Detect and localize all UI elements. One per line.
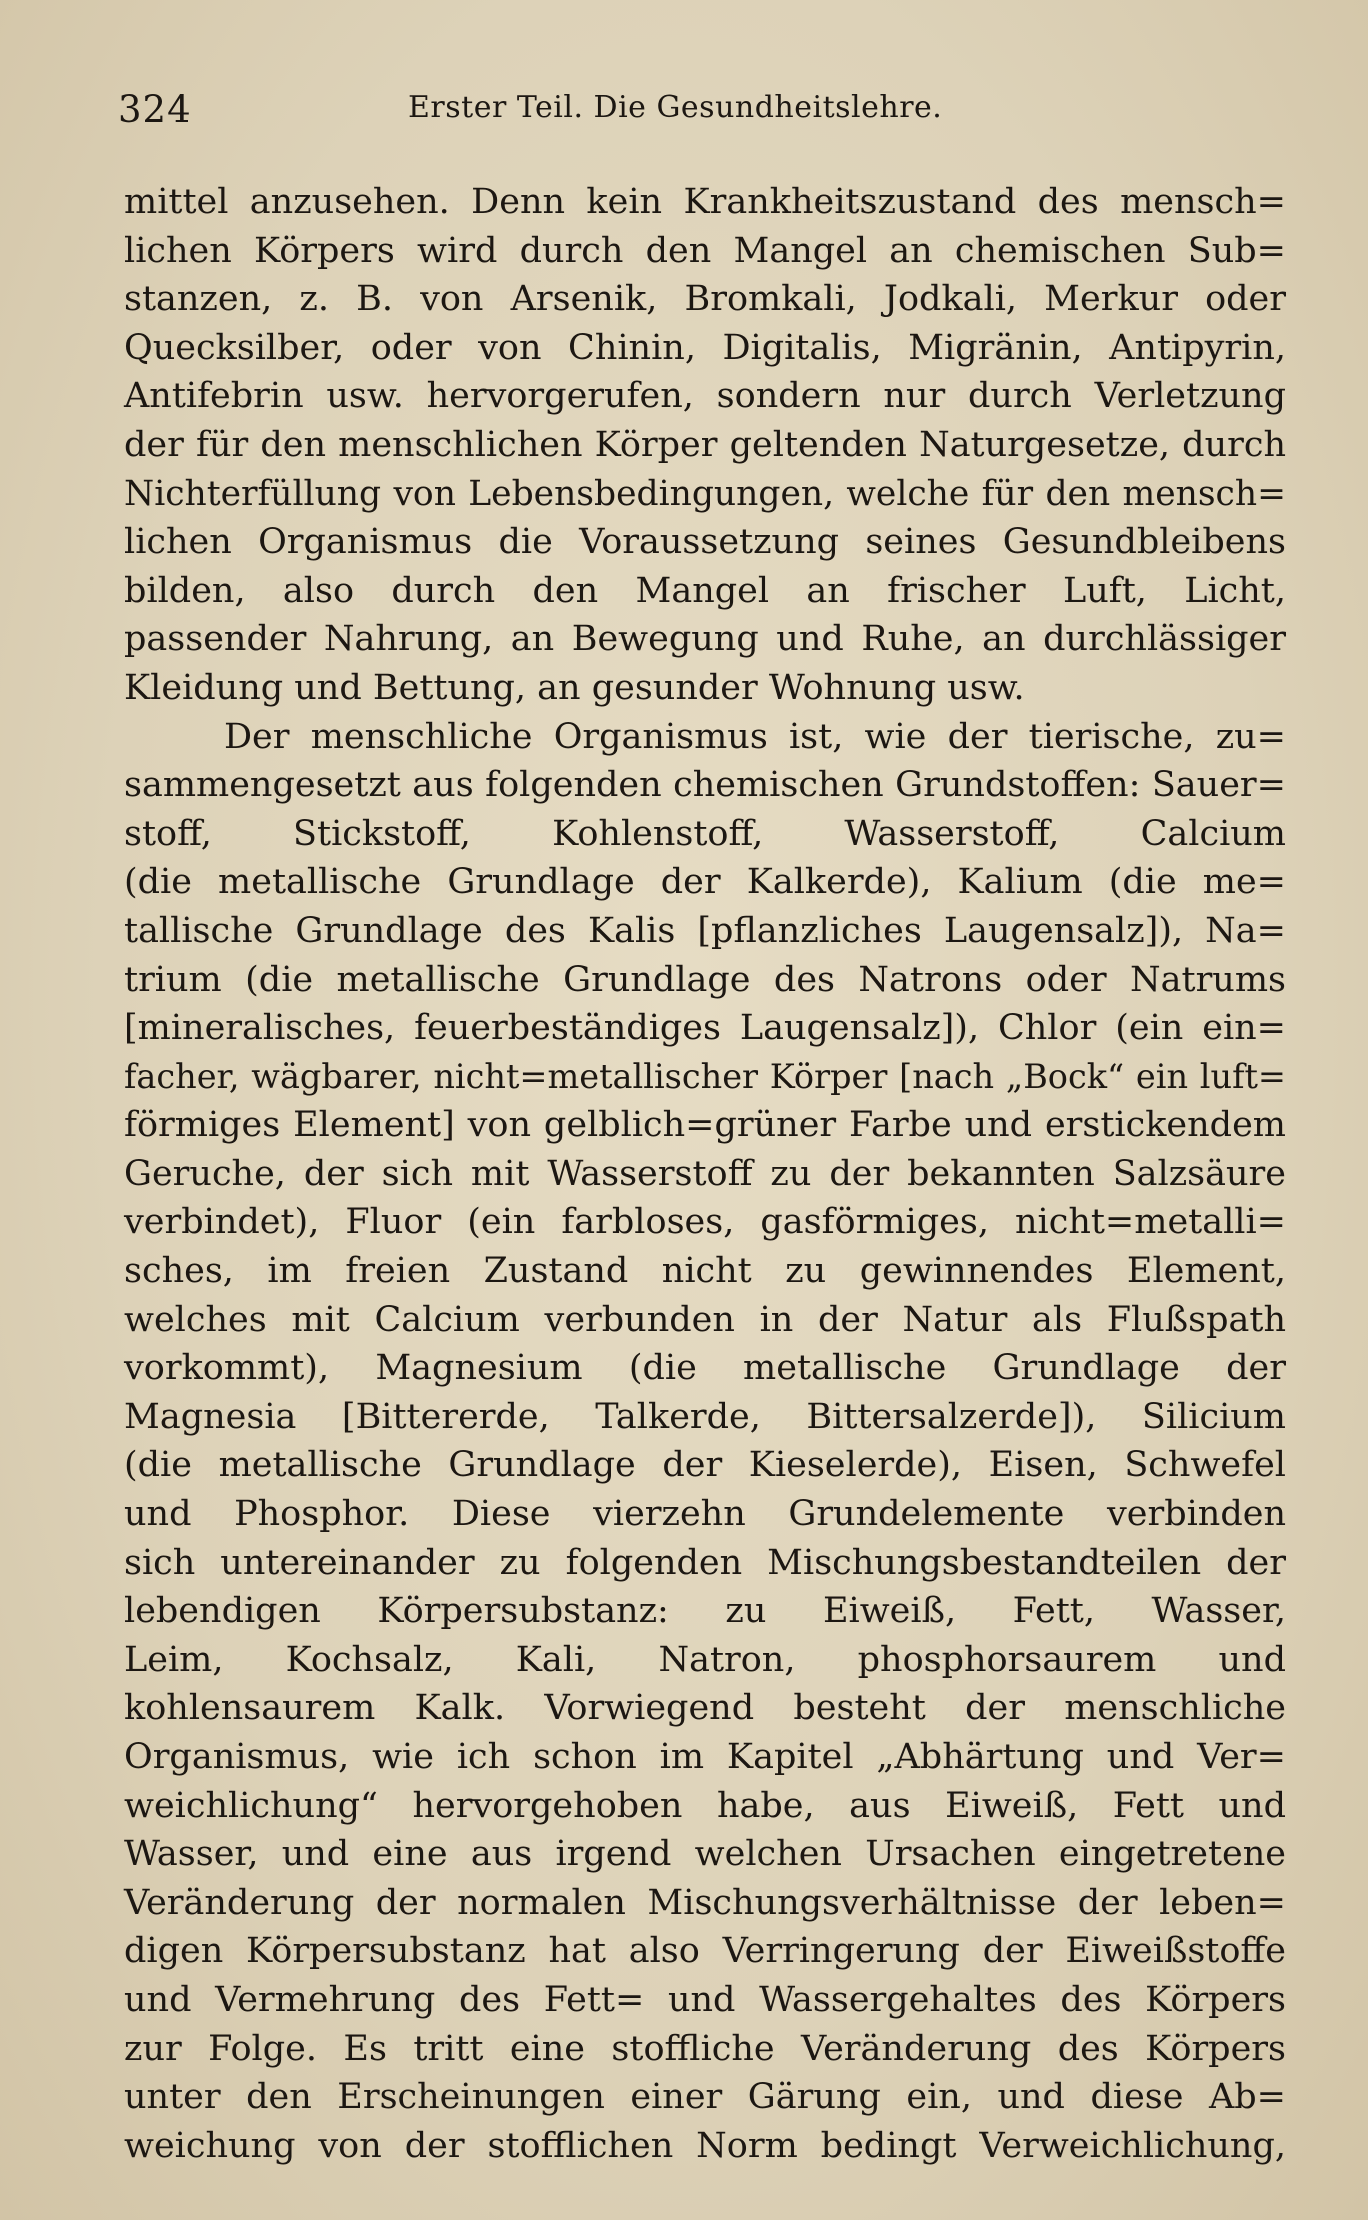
text-line: Leim, Kochsalz, Kali, Natron, phosphorsaurem und <box>124 1639 1286 1680</box>
text-line: (die metallische Grundlage der Kieselerde), Eisen, Schwefel <box>124 1445 1286 1486</box>
text-line: kohlensaurem Kalk. Vorwiegend besteht der menschliche <box>124 1688 1286 1729</box>
text-line: passender Nahrung, an Bewegung und Ruhe, an durchlässiger <box>124 619 1286 660</box>
body-text <box>124 178 1286 2170</box>
text-line: (die metallische Grundlage der Kalkerde), Kalium (die me= <box>124 862 1286 903</box>
text-line: stanzen, z. B. von Arsenik, Bromkali, Jodkali, Merkur oder <box>124 279 1286 320</box>
text-line: stoff, Stickstoff, Kohlenstoff, Wasserstoff, Calcium <box>124 813 1286 854</box>
running-title: Erster Teil. Die Gesundheitslehre. <box>408 90 943 125</box>
text-line: unter den Erscheinungen einer Gärung ein, und diese Ab= <box>124 2077 1286 2118</box>
text-line: sammengesetzt aus folgenden chemischen Grundstoffen: Sauer= <box>124 765 1286 806</box>
text-line: weichung von der stofflichen Norm bedingt Verweichlichung, <box>124 2125 1286 2166</box>
text-line: lichen Organismus die Voraussetzung seines Gesundbleibens <box>124 522 1286 563</box>
text-line: welches mit Calcium verbunden in der Natur als Flußspath <box>124 1299 1286 1340</box>
text-line: vorkommt), Magnesium (die metallische Grundlage der <box>124 1348 1286 1389</box>
text-line: förmiges Element] von gelblich=grüner Farbe und erstickendem <box>124 1105 1286 1146</box>
text-line: lebendigen Körpersubstanz: zu Eiweiß, Fett, Wasser, <box>124 1591 1286 1632</box>
text-line: Geruche, der sich mit Wasserstoff zu der bekannten Salzsäure <box>124 1153 1286 1194</box>
text-line: verbindet), Fluor (ein farbloses, gasförmiges, nicht=metalli= <box>124 1202 1286 1243</box>
text-line: [mineralisches, feuerbeständiges Laugensalz]), Chlor (ein ein= <box>124 1008 1286 1049</box>
text-line: Wasser, und eine aus irgend welchen Ursachen eingetretene <box>124 1834 1286 1875</box>
text-line: Kleidung und Bettung, an gesunder Wohnung usw. <box>124 667 1025 708</box>
page-header <box>118 88 1268 148</box>
text-line: sches, im freien Zustand nicht zu gewinnendes Element, <box>124 1251 1286 1292</box>
page-number: 324 <box>118 88 192 131</box>
text-line: der für den menschlichen Körper geltenden Naturgesetze, durch <box>124 424 1286 465</box>
text-line: und Vermehrung des Fett= und Wassergehaltes des Körpers <box>124 1979 1286 2020</box>
text-line: facher, wägbarer, nicht=metallischer Körper [nach „Bock“ ein luft= <box>124 1056 1286 1096</box>
text-line: tallische Grundlage des Kalis [pflanzliches Laugensalz]), Na= <box>124 910 1286 951</box>
text-line: bilden, also durch den Mangel an frischer Luft, Licht, <box>124 570 1286 611</box>
text-line: lichen Körpers wird durch den Mangel an chemischen Sub= <box>124 230 1286 271</box>
text-line: mittel anzusehen. Denn kein Krankheitszustand des mensch= <box>124 182 1286 222</box>
text-line: Veränderung der normalen Mischungsverhältnisse der leben= <box>124 1882 1286 1923</box>
text-line: Quecksilber, oder von Chinin, Digitalis, Migränin, Antipyrin, <box>124 327 1286 368</box>
text-line: sich untereinander zu folgenden Mischungsbestandteilen der <box>124 1542 1286 1583</box>
text-line: und Phosphor. Diese vierzehn Grundelemente verbinden <box>124 1494 1286 1535</box>
text-line: Organismus, wie ich schon im Kapitel „Abhärtung und Ver= <box>124 1737 1286 1777</box>
text-line: Der menschliche Organismus ist, wie der tierische, zu= <box>224 716 1286 757</box>
text-line: Magnesia [Bittererde, Talkerde, Bittersalzerde]), Silicium <box>124 1396 1286 1437</box>
text-line: digen Körpersubstanz hat also Verringerung der Eiweißstoffe <box>124 1931 1286 1972</box>
text-line: Antifebrin usw. hervorgerufen, sondern nur durch Verletzung <box>124 376 1286 417</box>
text-line: Nichterfüllung von Lebensbedingungen, welche für den mensch= <box>124 473 1286 514</box>
text-line: trium (die metallische Grundlage des Natrons oder Natrums <box>124 959 1286 1000</box>
text-line: zur Folge. Es tritt eine stoffliche Veränderung des Körpers <box>124 2028 1286 2069</box>
text-line: weichlichung“ hervorgehoben habe, aus Eiweiß, Fett und <box>124 1785 1286 1826</box>
